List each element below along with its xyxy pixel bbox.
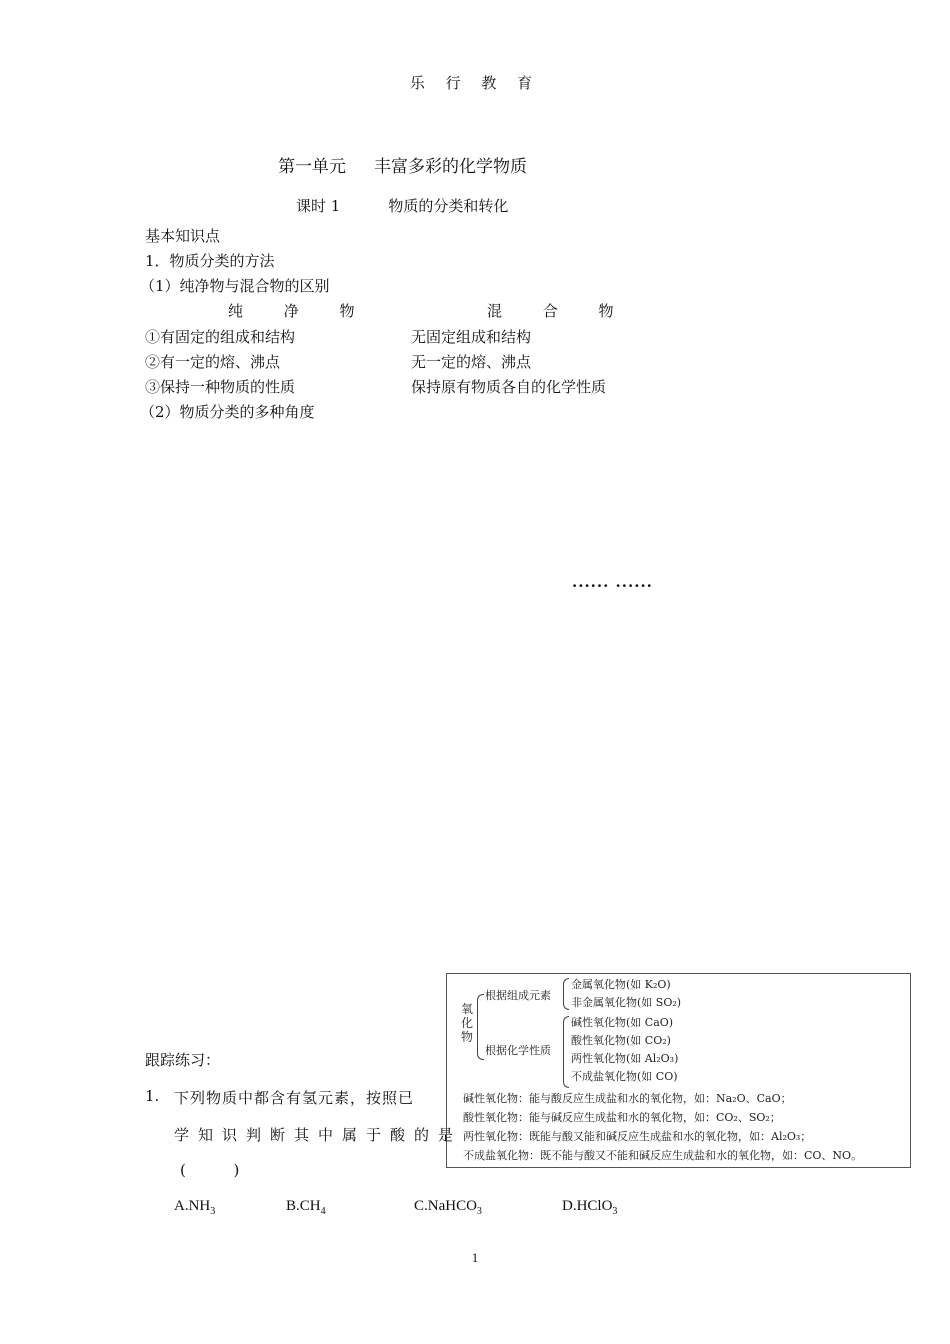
branch1-item-2: 非金属氧化物(如 SO₂) (571, 996, 682, 1009)
col-head-mixture: 混 合 物 (487, 302, 632, 320)
unit-title-left: 第一单元 (278, 157, 346, 177)
row-3-right: 保持原有物质各自的化学性质 (411, 378, 607, 396)
lesson-name: 物质的分类和转化 (388, 197, 509, 215)
oxide-classification-figure (446, 973, 911, 1168)
question-1-number: 1. (145, 1087, 160, 1105)
question-1-line-2: 学知识判断其中属于酸的是 (174, 1126, 463, 1144)
choice-b: $B.CH_4$ (286, 1198, 326, 1217)
root-brace (477, 994, 484, 1060)
unit-title (278, 152, 527, 177)
figure-note-1: 碱性氧化物：能与酸反应生成盐和水的氧化物，如：Na₂O、CaO； (463, 1092, 792, 1105)
point1-title: 1．物质分类的方法 (145, 252, 275, 270)
unit-title-right: 丰富多彩的化学物质 (374, 157, 527, 177)
question-1-answer-paren: ( ) (180, 1161, 240, 1179)
choice-a: $A.NH_3$ (174, 1198, 216, 1217)
lesson-title (296, 195, 508, 216)
figure-note-4: 不成盐氧化物：既不能与酸又不能和碱反应生成盐和水的氧化物，如：CO、NO。 (463, 1149, 863, 1162)
page-number: 1 (471, 1250, 479, 1265)
figure-branch2: 根据化学性质 (485, 1044, 551, 1057)
col-head-pure: 纯 净 物 (228, 302, 373, 320)
figure-note-2: 酸性氧化物：能与碱反应生成盐和水的氧化物，如：CO₂、SO₂； (463, 1111, 781, 1124)
practice-heading: 跟踪练习： (145, 1051, 221, 1069)
branch2-brace (563, 1016, 569, 1088)
row-1-left: ①有固定的组成和结构 (145, 328, 296, 346)
point1-sub1: （1）纯净物与混合物的区别 (140, 277, 330, 295)
row-2-left: ②有一定的熔、沸点 (145, 353, 281, 371)
branch2-item-3: 两性氧化物(如 Al₂O₃) (571, 1052, 679, 1065)
choice-d: D.HClO$_3$ (562, 1198, 618, 1217)
figure-branch1: 根据组成元素 (485, 989, 551, 1002)
row-3-left: ③保持一种物质的性质 (145, 378, 296, 396)
row-2-right: 无一定的熔、沸点 (411, 353, 532, 371)
lesson-label: 课时 1 (296, 197, 341, 215)
point1-sub2: （2）物质分类的多种角度 (140, 403, 315, 421)
figure-root: 氧化物 (461, 1002, 474, 1044)
row-1-right: 无固定组成和结构 (411, 328, 532, 346)
page-header: 乐 行 教 育 (409, 74, 541, 92)
branch2-item-1: 碱性氧化物(如 CaO) (571, 1016, 674, 1029)
choice-c: C.NaHCO$_3$ (414, 1198, 482, 1217)
branch1-brace (563, 978, 569, 1010)
ellipsis: ...... ...... (572, 573, 653, 591)
branch2-item-4: 不成盐氧化物(如 CO) (571, 1070, 678, 1083)
branch1-item-1: 金属氧化物(如 K₂O) (571, 978, 671, 991)
question-1-line-1: 下列物质中都含有氢元素，按照已 (174, 1089, 415, 1107)
branch2-item-2: 酸性氧化物(如 CO₂) (571, 1034, 671, 1047)
section-heading: 基本知识点 (145, 227, 221, 245)
figure-note-3: 两性氧化物：既能与酸又能和碱反应生成盐和水的氧化物，如：Al₂O₃； (463, 1130, 812, 1143)
